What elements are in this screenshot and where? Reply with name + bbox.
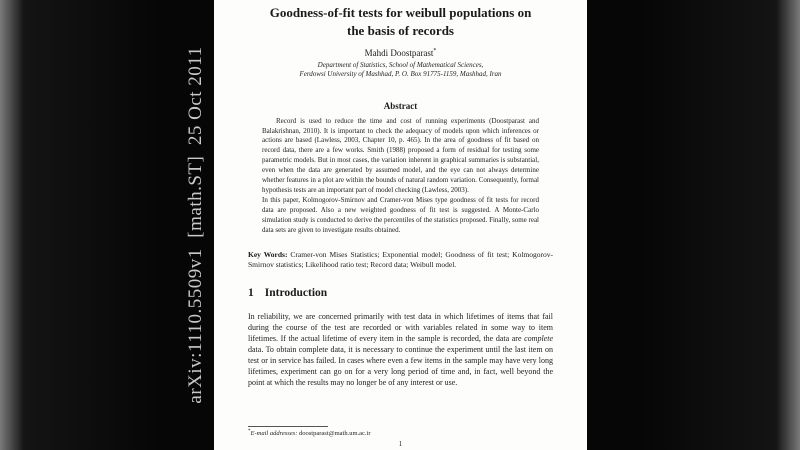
abstract-body [262,117,539,236]
abstract-paragraph-2: In this paper, Kolmogorov-Smirnov and Cramer-von Mises type goodness of fit tests for record data are proposed. Also a new weighted goodness of fit test is suggested. A Monte-Carlo simulation study is conducted to derive the percentiles of the statistics proposed. Finally, some real data sets are given to investigate results obtained. [262,196,539,234]
author-footnote-marker: * [433,48,437,55]
arxiv-watermark: arXiv:1110.5509v1 [math.ST] 25 Oct 2011 [185,46,206,404]
intro-text-italic: complete [524,333,553,343]
abstract-heading: Abstract [383,100,418,111]
intro-text-after: data. To obtain complete data, it is necessary to continue the experiment until the last item on test or in service has failed. In cases where even a few items in the sample may have very long lifetimes, experiment can go on for a very long period of time and, in fact, well beyond the point at which the results may no longer be of any interest or use. [248,344,553,387]
affiliation-line2: Ferdowsi University of Mashhad, P. O. Box 91775-1159, Mashhad, Iran [299,70,502,79]
footnote-email: doostparast@math.um.ac.ir [297,430,371,437]
paper-title-line1: Goodness-of-fit tests for weibull populations on [269,5,532,20]
section-title: Introduction [264,286,328,299]
author [248,48,553,58]
affiliation-line1: Department of Statistics, School of Mathematical Sciences, [317,61,484,70]
author-name: Mahdi Doostparast [364,48,434,59]
paper-title [248,4,553,40]
abstract-paragraph-1: Record is used to reduce the time and cost of running experiments (Doostparast and Balakrishnan, 2010). It is important to check the adequacy of models upon which inferences or actions are based (Lawless, 2003, Chapter 10, p. 465). In the area of goodness of fit based on record data, there are a few works. Smith (1988) proposed a form of residual for testing some parametric models. But in most cases, the variation inherent in graphical summaries is substantial, even when the data are generated by assumed model, and the eye can not always determine whether features in a plot are within the bounds of natural random variation. Consequently, formal hypothesis tests are an important part of model checking (Lawless, 2003). [262,116,539,195]
footnote [248,426,553,437]
paper-page [214,0,587,450]
footnote-marker: * [248,428,251,434]
paper-title-line2: the basis of records [346,23,454,39]
introduction-paragraph [248,311,553,388]
section-heading-introduction [248,287,553,299]
keywords [248,250,553,271]
affiliation [248,61,553,79]
keywords-text: Cramer-von Mises Statistics; Exponential model; Goodness of fit test; Kolmogorov-Smirnov statistics; Likelihood ratio test; Record data; Weibull model. [248,249,553,270]
section-number: 1 [248,286,254,299]
intro-text-before: In reliability, we are concerned primarily with test data in which lifetimes of items that fail during the course of the test are recorded or with variables related in some way to item lifetimes. If the actual lifetime of every item in the sample is recorded, the data are [248,311,553,343]
page-number: 1 [398,440,403,448]
keywords-label: Key Words: [248,249,288,259]
footnote-rule [248,426,328,427]
footnote-label: E-mail addresses: [250,430,298,437]
